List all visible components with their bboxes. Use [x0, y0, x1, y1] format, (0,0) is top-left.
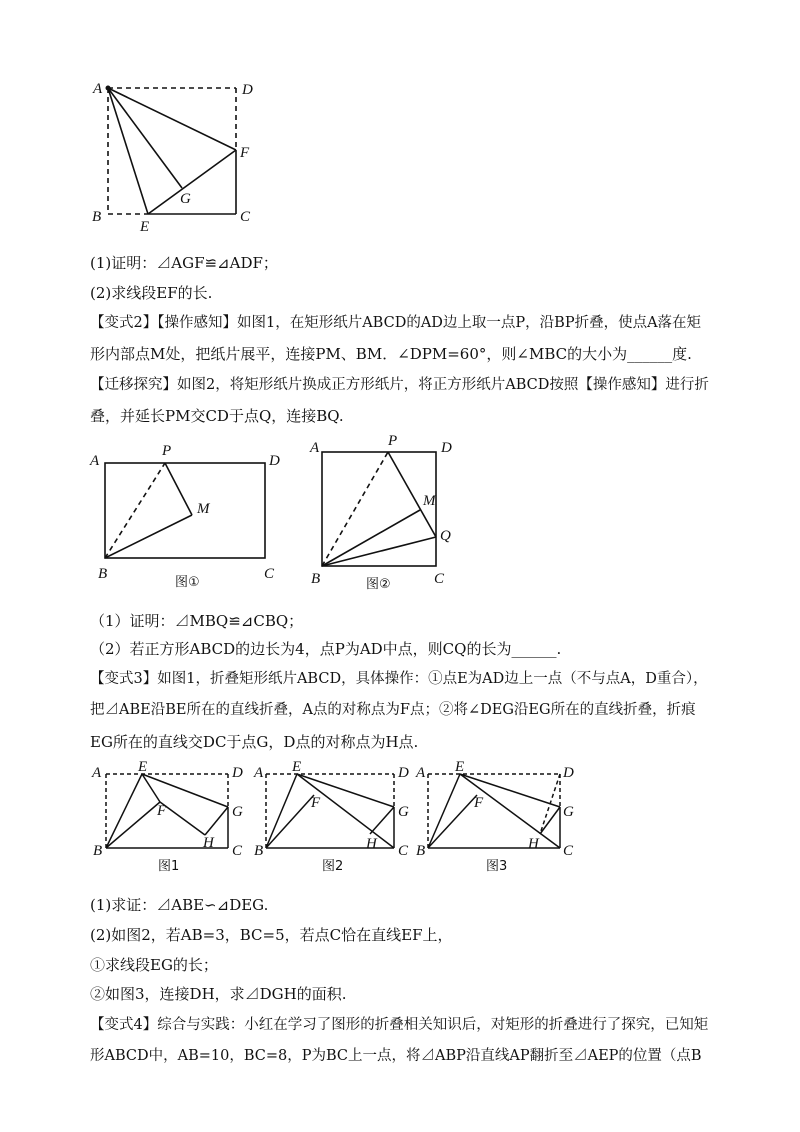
v3f3-segment-BE [428, 774, 460, 848]
v3f1-label-D: D [232, 765, 243, 781]
segment-AE [108, 88, 148, 214]
v3f3-segment-GH [540, 807, 560, 834]
variant-3-intro-end: EG所在的直线交DC于点G，D点的对称点为H点. [90, 733, 419, 751]
fig2-caption: 图② [366, 577, 391, 592]
v3f1-segment-FH [160, 802, 205, 835]
figure-variant3 [0, 760, 800, 880]
fig2-label-P: P [388, 433, 398, 449]
v3f1-segment-EG [142, 774, 228, 807]
label-E: E [140, 219, 150, 235]
v3f2-label-C: C [398, 843, 409, 859]
point-A-dot [106, 86, 111, 91]
fig2-label-M: M [423, 493, 436, 509]
segment-AF [108, 88, 236, 150]
v3f1-label-G: G [232, 804, 243, 820]
v3f3-label-G: G [563, 804, 574, 820]
v3f2-label-B: B [254, 843, 264, 859]
v3f2-label-A: A [254, 765, 264, 781]
question-1: (1)证明：⊿AGF≌⊿ADF； [90, 254, 278, 272]
variant-3-q2-part2: ②如图3，连接DH，求⊿DGH的面积. [90, 985, 347, 1003]
variant-3-intro-cont: 把⊿ABE沿BE所在的直线折叠，A点的对称点为F点；②将∠DEG沿EG所在的直线折叠，折痕 [90, 702, 696, 718]
v3f3-label-E: E [455, 759, 465, 775]
fig1-caption: 图① [175, 575, 200, 590]
label-F: F [240, 145, 250, 161]
v3f3-label-C: C [563, 843, 574, 859]
variant-3-intro: 【变式3】如图1，折叠矩形纸片ABCD，具体操作：①点E为AD边上一点（不与点A，D重合）， [90, 671, 708, 687]
v3f1-label-H: H [203, 835, 214, 851]
fig1-segment-PM [165, 463, 192, 515]
variant-4-intro: 【变式4】综合与实践：小红在学习了图形的折叠相关知识后，对矩形的折叠进行了探究，已知矩 [90, 1017, 709, 1033]
variant-2-explore: 【迁移探究】如图2，将矩形纸片换成正方形纸片，将正方形纸片ABCD按照【操作感知】进行折 [90, 377, 709, 393]
v3f1-caption: 图1 [158, 859, 180, 874]
v3f3-caption: 图3 [486, 859, 508, 874]
variant-2-q2: （2）若正方形ABCD的边长为4，点P为AD中点，则CQ的长为______. [90, 640, 562, 658]
variant-2-intro: 【变式2】【操作感知】如图1，在矩形纸片ABCD的AD边上取一点P，沿BP折叠，使点A落在矩 [90, 315, 702, 331]
fig1-label-A: A [90, 453, 100, 469]
fig1-segment-BM [105, 515, 192, 558]
v3f3-segment-EC [460, 774, 560, 848]
v3f2-segment-EC [297, 774, 394, 848]
fig1-label-M: M [197, 501, 210, 517]
label-D: D [242, 82, 253, 98]
v3f2-caption: 图2 [322, 859, 344, 874]
v3f1-segment-BF [106, 802, 160, 848]
v3f3-label-F: F [474, 795, 484, 811]
v3f2-label-F: F [311, 795, 321, 811]
v3f2-segment-GH [370, 807, 394, 834]
fig1-rect-ABCD [105, 463, 265, 558]
variant-3-q1: (1)求证：⊿ABE∽⊿DEG. [90, 896, 269, 914]
fig2-crease-BP [322, 452, 388, 566]
v3f1-segment-HG [205, 807, 228, 835]
fig2-segment-BQ [322, 537, 436, 566]
fig1-label-D: D [269, 453, 280, 469]
v3f2-label-H: H [366, 836, 377, 852]
question-2: (2)求线段EF的长. [90, 284, 213, 302]
figure-top [0, 0, 800, 240]
fig1-label-C: C [264, 566, 275, 582]
v3f2-segment-BE [266, 774, 297, 848]
fig1-label-B: B [98, 566, 108, 582]
v3f1-label-F: F [157, 803, 167, 819]
variant-3-q2: (2)如图2，若AB=3，BC=5，若点C恰在直线EF上， [90, 926, 453, 944]
fig2-label-B: B [311, 571, 321, 587]
variant-4-intro-cont: 形ABCD中，AB=10，BC=8，P为BC上一点，将⊿ABP沿直线AP翻折至⊿AEP的位置（点B [90, 1048, 702, 1064]
segment-AG [108, 88, 182, 188]
v3f3-label-A: A [416, 765, 426, 781]
v3f1-label-E: E [138, 759, 148, 775]
figure-variant2 [0, 430, 800, 605]
v3f1-label-C: C [232, 843, 243, 859]
v3f2-label-E: E [292, 759, 302, 775]
label-B: B [92, 209, 102, 225]
label-G: G [180, 191, 191, 207]
label-C: C [240, 209, 251, 225]
v3f1-segment-BE [106, 774, 142, 848]
fig2-label-Q: Q [440, 528, 451, 544]
variant-2-q1: （1）证明：⊿MBQ≌⊿CBQ； [90, 612, 304, 630]
label-A: A [93, 81, 103, 97]
v3f2-segment-BF [266, 795, 314, 848]
v3f2-label-G: G [398, 804, 409, 820]
fig2-label-A: A [310, 440, 320, 456]
v3f3-label-H: H [528, 836, 539, 852]
variant-3-q2-part1: ①求线段EG的长； [90, 956, 218, 974]
fig2-segment-BM [322, 510, 420, 566]
v3f3-label-B: B [416, 843, 426, 859]
v3f3-label-D: D [563, 765, 574, 781]
variant-2-intro-cont: 形内部点M处，把纸片展平，连接PM、BM．∠DPM=60°，则∠MBC的大小为______度. [90, 345, 692, 363]
fig1-label-P: P [162, 443, 172, 459]
v3f1-label-B: B [93, 843, 103, 859]
v3f1-label-A: A [92, 765, 102, 781]
fig2-label-D: D [441, 440, 452, 456]
fig2-label-C: C [434, 571, 445, 587]
v3f3-segment-BF [428, 795, 477, 848]
v3f2-label-D: D [398, 765, 409, 781]
variant-2-explore-cont: 叠，并延长PM交CD于点Q，连接BQ. [90, 407, 344, 425]
